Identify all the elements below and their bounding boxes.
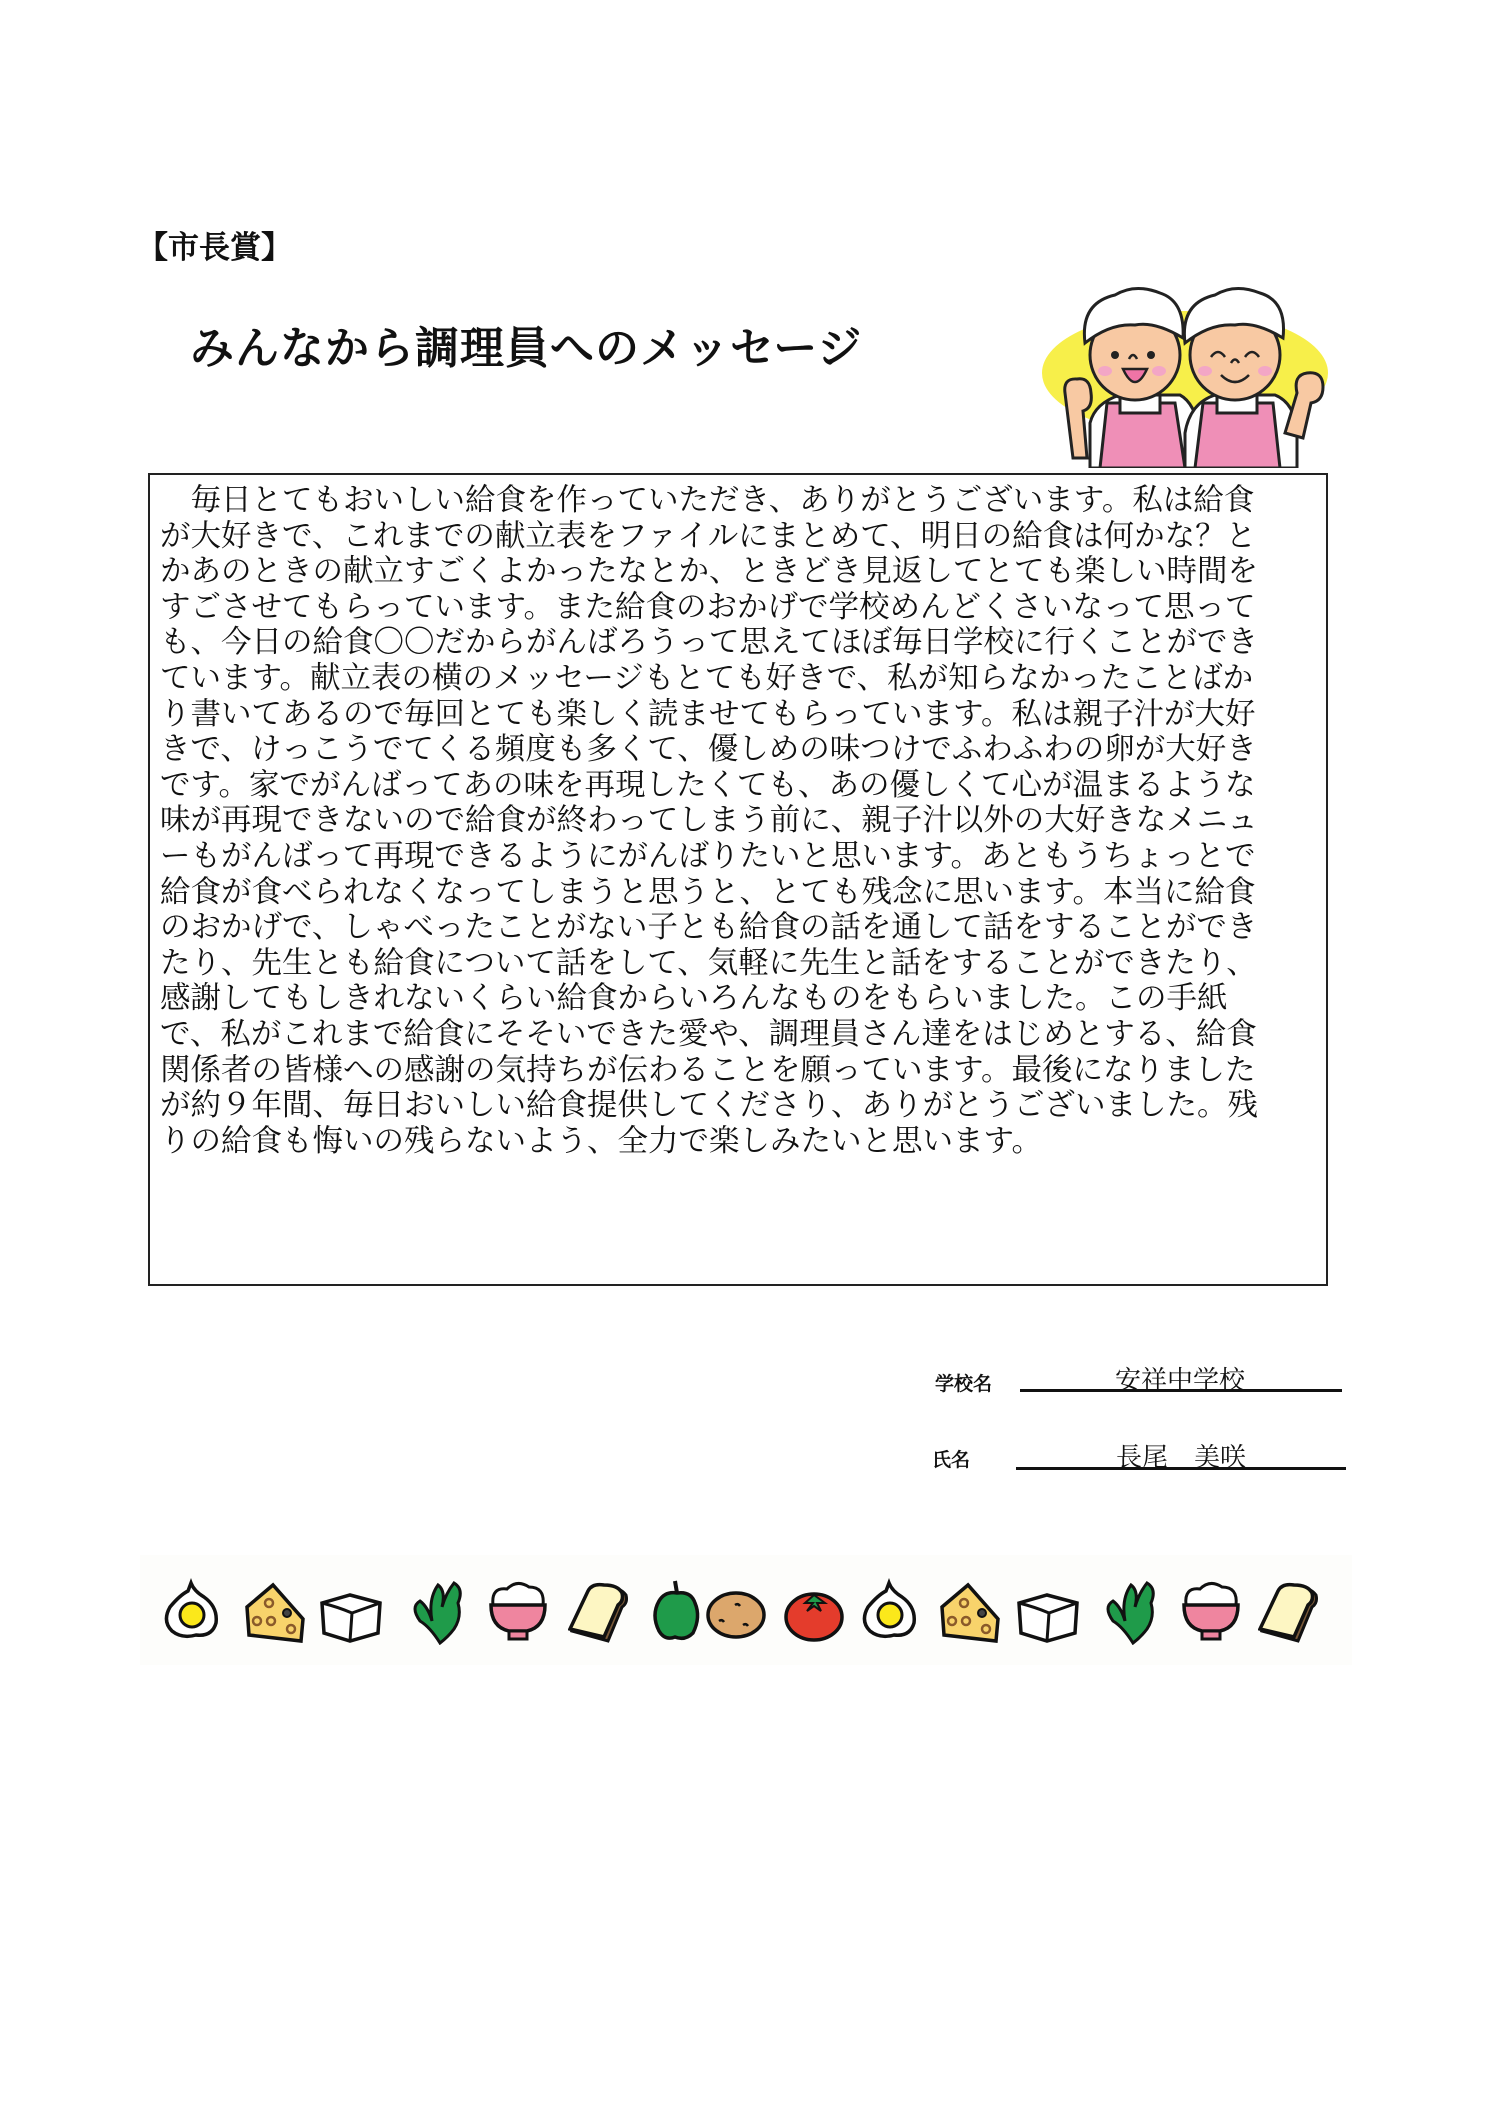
message-line: ーもがんばって再現できるようにがんばりたいと思います。あともうちょっとで [160, 838, 1256, 874]
tofu-icon [320, 1577, 382, 1645]
green-pepper-icon [645, 1577, 707, 1645]
school-underline [1020, 1389, 1342, 1392]
message-line: 感謝してもしきれないくらい給食からいろんなものをもらいました。この手紙 [160, 981, 1228, 1017]
cheese-icon [243, 1577, 305, 1645]
message-line: り書いてあるので毎回とても楽しく読ませてもらっています。私は親子汁が大好 [160, 696, 1256, 732]
bread-icon [568, 1577, 630, 1645]
rice-bowl-icon [487, 1577, 549, 1645]
seaweed-icon [1103, 1577, 1165, 1645]
message-line: 関係者の皆様への感謝の気持ちが伝わることを願っています。最後になりました [160, 1052, 1256, 1088]
message-body [160, 483, 1320, 1159]
message-line: が大好きで、これまでの献立表をファイルにまとめて、明日の給食は何かな？と [160, 518, 1257, 554]
rice-bowl-icon [1180, 1577, 1242, 1645]
message-line: たり、先生とも給食について話をして、気軽に先生と話をすることができたり、 [160, 945, 1257, 981]
message-line: すごさせてもらっています。また給食のおかげで学校めんどくさいなって思って [160, 589, 1256, 625]
tomato-icon [783, 1577, 845, 1645]
message-line: 給食が食べられなくなってしまうと思うと、とても残念に思います。本当に給食 [160, 874, 1256, 910]
seaweed-icon [410, 1577, 472, 1645]
message-line: りの給食も悔いの残らないよう、全力で楽しみたいと思います。 [160, 1123, 1043, 1159]
two-cooks-illustration [1035, 283, 1335, 468]
message-line: ています。献立表の横のメッセージもとても好きで、私が知らなかったことばか [160, 660, 1254, 696]
fried-egg-icon [160, 1577, 222, 1645]
name-underline [1016, 1467, 1346, 1470]
name-value: 長尾 美咲 [1115, 1443, 1246, 1473]
name-label: 氏名 [932, 1449, 971, 1471]
bread-icon [1258, 1577, 1320, 1645]
page-title: みんなから調理員へのメッセージ [190, 323, 863, 374]
message-line: のおかげで、しゃべったことがない子とも給食の話を通して話をすることができ [160, 910, 1258, 946]
message-line: で、私がこれまで給食にそそいできた愛や、調理員さん達をはじめとする、給食 [160, 1016, 1257, 1052]
message-line: きで、けっこうでてくる頻度も多くて、優しめの味つけでふわふわの卵が大好き [160, 732, 1257, 768]
award-label: 【市長賞】 [137, 230, 292, 266]
message-line: かあのときの献立すごくよかったなとか、ときどき見返してとても楽しい時間を [160, 554, 1258, 590]
message-line: 味が再現できないので給食が終わってしまう前に、親子汁以外の大好きなメニュ [160, 803, 1258, 839]
message-line: が約９年間、毎日おいしい給食提供してくださり、ありがとうございました。残 [160, 1088, 1258, 1124]
fried-egg-icon [858, 1577, 920, 1645]
school-label: 学校名 [935, 1373, 993, 1395]
tofu-icon [1017, 1577, 1079, 1645]
message-line: も、今日の給食〇〇だからがんばろうって思えてほぼ毎日学校に行くことができ [160, 625, 1258, 661]
message-line: です。家でがんばってあの味を再現したくても、あの優しくて心が温まるような [160, 767, 1256, 803]
school-value: 安祥中学校 [1114, 1366, 1245, 1396]
cheese-icon [938, 1577, 1000, 1645]
message-line: 毎日とてもおいしい給食を作っていただき、ありがとうございます。私は給食 [160, 483, 1255, 518]
potato-icon [705, 1577, 767, 1645]
